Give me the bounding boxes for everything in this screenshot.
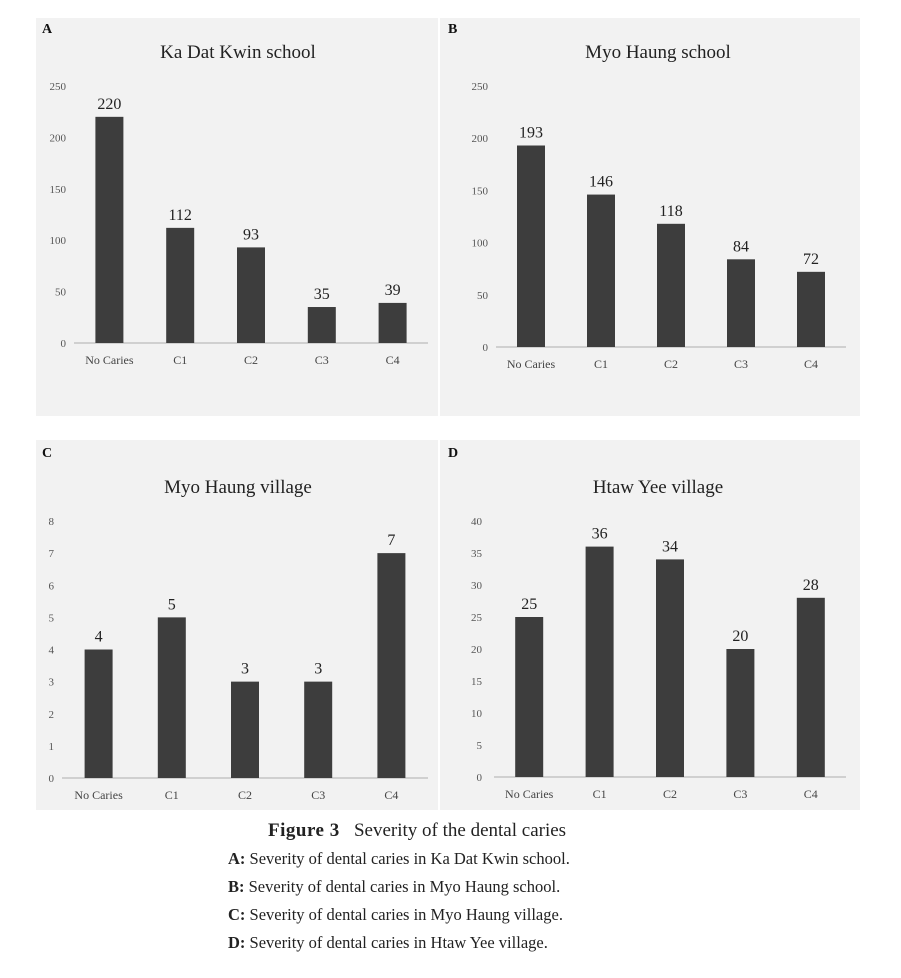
chart-d-title: Htaw Yee village <box>592 477 724 498</box>
chart-b-ytick-label: 200 <box>471 133 488 146</box>
chart-a-ytick-label: 0 <box>60 338 66 350</box>
caption-line-d <box>228 933 548 953</box>
chart-d-bar <box>726 649 754 777</box>
caption-key-d: D: <box>228 933 246 952</box>
chart-a-data-label: 93 <box>243 226 259 244</box>
chart-d-xtick-label: C4 <box>803 787 818 801</box>
chart-c-data-label: 4 <box>94 628 103 646</box>
chart-a-ytick-label: 150 <box>49 183 66 196</box>
chart-c-ytick-label: 2 <box>48 708 54 721</box>
chart-b-xtick-label: C2 <box>663 357 679 371</box>
chart-b-ytick-label: 50 <box>477 289 488 302</box>
chart-d-ytick-label: 5 <box>476 740 482 752</box>
chart-d-data-label: 28 <box>802 576 819 594</box>
chart-c-ytick-label: 4 <box>48 644 54 657</box>
figure-title: Severity of the dental caries <box>353 820 567 841</box>
caption-line-c <box>228 905 563 925</box>
chart-c-data-label: 7 <box>387 532 396 550</box>
chart-b-xtick-label: No Caries <box>506 357 556 371</box>
chart-d-ytick-label: 20 <box>471 644 482 656</box>
caption-text-c: Severity of dental caries in Myo Haung village. <box>249 905 563 924</box>
chart-b-ytick-label: 150 <box>471 185 488 198</box>
figure-label: Figure 3 <box>268 820 340 841</box>
chart-c-xtick-label: No Caries <box>74 788 123 802</box>
chart-d-ytick-label: 15 <box>471 676 482 688</box>
chart-d-ytick-label: 30 <box>471 580 482 592</box>
caption-text-b: Severity of dental caries in Myo Haung school. <box>248 877 561 896</box>
chart-c-title: Myo Haung village <box>164 477 312 498</box>
chart-b-title: Myo Haung school <box>585 42 731 63</box>
chart-b-data-label: 193 <box>519 124 543 142</box>
chart-b-data-label: 146 <box>589 173 613 191</box>
chart-c-data-label: 5 <box>167 596 176 614</box>
chart-d-ytick-label: 40 <box>471 516 482 528</box>
chart-d-data-label: 34 <box>662 538 678 556</box>
chart-b-data-label: 72 <box>803 250 819 268</box>
chart-d-bar <box>515 617 543 777</box>
chart-d-ytick-label: 35 <box>471 548 482 560</box>
chart-a-ytick-label: 250 <box>49 81 66 93</box>
chart-c-ytick-label: 7 <box>48 548 54 561</box>
chart-c-xtick-label: C1 <box>164 788 179 802</box>
chart-d-xtick-label: No Caries <box>505 787 554 801</box>
chart-c-ytick-label: 8 <box>48 516 54 528</box>
chart-d-ytick-label: 10 <box>471 708 482 720</box>
chart-b-ytick-label: 0 <box>482 342 488 354</box>
chart-d-data-label: 25 <box>521 596 538 613</box>
panel-letter-b: B <box>448 22 458 37</box>
chart-b-xtick-label: C1 <box>593 357 609 371</box>
chart-c-xtick-label: C2 <box>237 788 253 802</box>
caption-key-b: B: <box>228 877 245 896</box>
chart-a-ytick-label: 200 <box>49 132 66 145</box>
chart-d-ytick-label: 25 <box>471 612 482 624</box>
chart-b-xtick-label: C4 <box>803 357 819 371</box>
chart-d-bar <box>656 559 684 777</box>
panel-letter-c: C <box>42 446 53 461</box>
chart-a-xtick-label: C1 <box>173 353 188 367</box>
chart-a-xtick-label: C3 <box>314 353 329 367</box>
chart-d-bar <box>797 598 825 777</box>
chart-a-data-label: 35 <box>313 286 330 304</box>
chart-c-ytick-label: 0 <box>48 773 54 785</box>
chart-d-xtick-label: C3 <box>733 787 748 801</box>
chart-c-ytick-label: 3 <box>48 676 54 689</box>
chart-b-data-label: 118 <box>659 202 683 220</box>
chart-d-ytick-label: 0 <box>476 772 482 784</box>
chart-c-xtick-label: C4 <box>384 788 399 802</box>
chart-b-data-label: 84 <box>733 238 749 256</box>
chart-a-ytick-label: 100 <box>49 235 66 248</box>
chart-a-xtick-label: No Caries <box>85 353 134 367</box>
caption-text-d: Severity of dental caries in Htaw Yee village. <box>249 933 548 952</box>
chart-b-xtick-label: C3 <box>733 357 749 371</box>
chart-a-data-label: 112 <box>168 206 192 224</box>
caption-key-c: C: <box>228 905 246 924</box>
chart-b-ytick-label: 250 <box>471 81 488 93</box>
chart-c-xtick-label: C3 <box>311 788 326 802</box>
caption-line-a <box>228 849 570 869</box>
chart-a-title: Ka Dat Kwin school <box>160 42 316 63</box>
chart-a-xtick-label: C2 <box>243 353 259 367</box>
chart-a-xtick-label: C4 <box>385 353 400 367</box>
caption-title <box>268 820 566 842</box>
panel-letter-a: A <box>42 22 53 37</box>
chart-c-ytick-label: 1 <box>48 740 54 753</box>
caption-line-b <box>228 877 560 897</box>
caption-key-a: A: <box>228 849 246 868</box>
chart-d-xtick-label: C2 <box>662 787 678 801</box>
chart-a-data-label: 39 <box>384 281 401 299</box>
chart-d-bar <box>586 547 614 777</box>
chart-d-data-label: 20 <box>732 628 749 645</box>
chart-b-ytick-label: 100 <box>471 237 488 250</box>
chart-d-xtick-label: C1 <box>592 787 607 801</box>
chart-d-data-label: 36 <box>591 525 608 543</box>
panel-letter-d: D <box>448 446 459 461</box>
chart-c-ytick-label: 6 <box>48 580 54 593</box>
chart-a-ytick-label: 50 <box>55 286 66 299</box>
caption-text-a: Severity of dental caries in Ka Dat Kwin school. <box>249 849 570 868</box>
chart-c-data-label: 3 <box>314 660 323 678</box>
chart-c-ytick-label: 5 <box>48 612 54 625</box>
chart-a-data-label: 220 <box>97 95 122 113</box>
chart-c-data-label: 3 <box>241 660 249 678</box>
